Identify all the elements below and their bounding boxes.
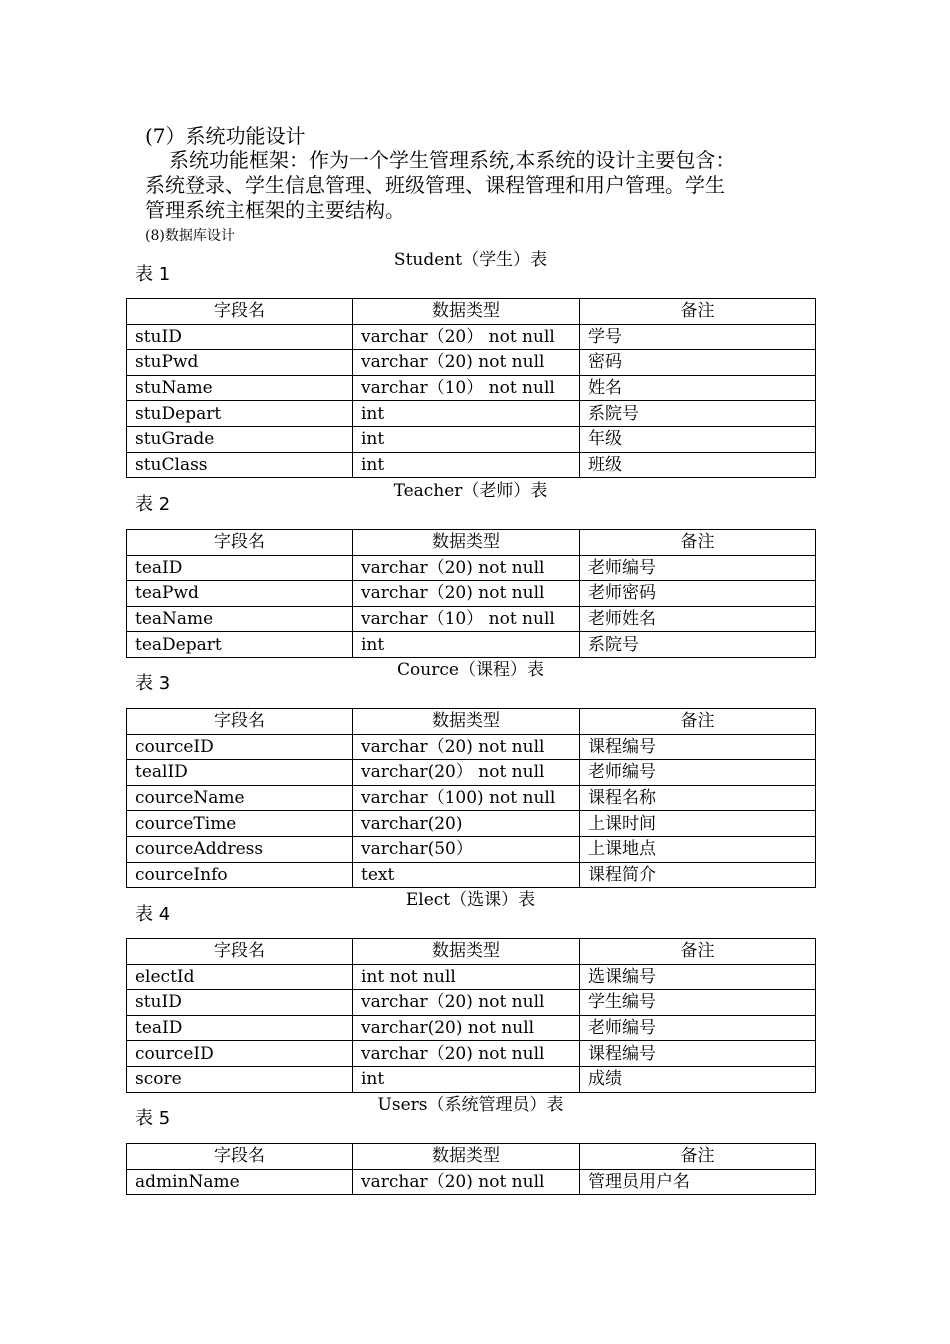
- remark-cell: 老师编号: [580, 760, 816, 786]
- cource-table: [126, 708, 816, 888]
- table-row: [127, 964, 816, 990]
- header-remark: 备注: [580, 709, 816, 735]
- table-2-label: 表 2: [135, 494, 171, 515]
- header-data-type: 数据类型: [353, 299, 580, 325]
- table-row: [127, 555, 816, 581]
- table-header-row: [127, 299, 816, 325]
- field-name-cell: teaID: [127, 555, 353, 581]
- field-name-cell: stuID: [127, 990, 353, 1016]
- header-remark: 备注: [580, 530, 816, 556]
- field-name-cell: courceTime: [127, 811, 353, 837]
- header-data-type: 数据类型: [353, 939, 580, 965]
- data-type-cell: varchar（20) not null: [353, 581, 580, 607]
- data-type-cell: varchar（20) not null: [353, 1041, 580, 1067]
- table-row: [127, 1169, 816, 1195]
- table-row: [127, 760, 816, 786]
- data-type-cell: int: [353, 452, 580, 478]
- field-name-cell: courceName: [127, 785, 353, 811]
- field-name-cell: courceInfo: [127, 862, 353, 888]
- table-row: [127, 1015, 816, 1041]
- remark-cell: 课程简介: [580, 862, 816, 888]
- header-field-name: 字段名: [127, 530, 353, 556]
- student-table: [126, 298, 816, 478]
- table-header-row: [127, 709, 816, 735]
- table-row: [127, 401, 816, 427]
- table-3-label: 表 3: [135, 673, 171, 694]
- data-type-cell: varchar（20) not null: [353, 350, 580, 376]
- table-row: [127, 1041, 816, 1067]
- teacher-table: [126, 529, 816, 658]
- table-4-caption: Elect（选课）表: [405, 890, 536, 910]
- table-5-label: 表 5: [135, 1108, 171, 1129]
- remark-cell: 管理员用户名: [580, 1169, 816, 1195]
- field-name-cell: stuPwd: [127, 350, 353, 376]
- remark-cell: 选课编号: [580, 964, 816, 990]
- table-row: [127, 350, 816, 376]
- header-remark: 备注: [580, 939, 816, 965]
- paragraph-line: 系统登录、学生信息管理、班级管理、课程管理和用户管理。学生: [145, 173, 725, 197]
- field-name-cell: teaID: [127, 1015, 353, 1041]
- header-field-name: 字段名: [127, 939, 353, 965]
- header-data-type: 数据类型: [353, 709, 580, 735]
- data-type-cell: varchar（20) not null: [353, 990, 580, 1016]
- section-8-title: (8)数据库设计: [145, 228, 235, 244]
- remark-cell: 老师密码: [580, 581, 816, 607]
- table-row: [127, 1066, 816, 1092]
- remark-cell: 系院号: [580, 632, 816, 658]
- table-row: [127, 632, 816, 658]
- remark-cell: 年级: [580, 426, 816, 452]
- remark-cell: 课程编号: [580, 1041, 816, 1067]
- table-header-row: [127, 939, 816, 965]
- table-row: [127, 426, 816, 452]
- table-row: [127, 734, 816, 760]
- data-type-cell: varchar（100) not null: [353, 785, 580, 811]
- data-type-cell: varchar(50）: [353, 836, 580, 862]
- data-type-cell: text: [353, 862, 580, 888]
- table-row: [127, 862, 816, 888]
- data-type-cell: varchar（20) not null: [353, 555, 580, 581]
- header-remark: 备注: [580, 299, 816, 325]
- table-row: [127, 581, 816, 607]
- remark-cell: 老师姓名: [580, 606, 816, 632]
- remark-cell: 老师编号: [580, 1015, 816, 1041]
- remark-cell: 学号: [580, 324, 816, 350]
- table-row: [127, 990, 816, 1016]
- data-type-cell: int: [353, 401, 580, 427]
- data-type-cell: int: [353, 426, 580, 452]
- field-name-cell: stuName: [127, 375, 353, 401]
- data-type-cell: int: [353, 1066, 580, 1092]
- remark-cell: 班级: [580, 452, 816, 478]
- field-name-cell: courceAddress: [127, 836, 353, 862]
- header-field-name: 字段名: [127, 1144, 353, 1170]
- remark-cell: 上课时间: [580, 811, 816, 837]
- field-name-cell: teaDepart: [127, 632, 353, 658]
- field-name-cell: teaPwd: [127, 581, 353, 607]
- data-type-cell: varchar(20) not null: [353, 1015, 580, 1041]
- table-row: [127, 606, 816, 632]
- table-2-caption: Teacher（老师）表: [393, 481, 548, 501]
- table-1-label: 表 1: [135, 264, 171, 285]
- remark-cell: 成绩: [580, 1066, 816, 1092]
- field-name-cell: electId: [127, 964, 353, 990]
- field-name-cell: stuClass: [127, 452, 353, 478]
- paragraph-line: 系统功能框架：作为一个学生管理系统,本系统的设计主要包含：: [169, 148, 736, 172]
- data-type-cell: varchar（20) not null: [353, 734, 580, 760]
- data-type-cell: varchar（20) not null: [353, 1169, 580, 1195]
- data-type-cell: varchar（20） not null: [353, 324, 580, 350]
- table-3-caption: Cource（课程）表: [397, 660, 544, 680]
- field-name-cell: score: [127, 1066, 353, 1092]
- elect-table: [126, 938, 816, 1093]
- field-name-cell: courceID: [127, 1041, 353, 1067]
- field-name-cell: tealID: [127, 760, 353, 786]
- table-1-caption: Student（学生）表: [393, 250, 548, 270]
- table-header-row: [127, 1144, 816, 1170]
- section-7-title: (7）系统功能设计: [145, 124, 306, 148]
- header-remark: 备注: [580, 1144, 816, 1170]
- field-name-cell: adminName: [127, 1169, 353, 1195]
- remark-cell: 课程名称: [580, 785, 816, 811]
- table-header-row: [127, 530, 816, 556]
- table-row: [127, 324, 816, 350]
- section-7-paragraph: [145, 148, 813, 223]
- header-field-name: 字段名: [127, 299, 353, 325]
- table-4-label: 表 4: [135, 904, 171, 925]
- remark-cell: 上课地点: [580, 836, 816, 862]
- field-name-cell: stuDepart: [127, 401, 353, 427]
- table-5-caption: Users（系统管理员）表: [377, 1095, 564, 1115]
- data-type-cell: int: [353, 632, 580, 658]
- data-type-cell: varchar（10） not null: [353, 375, 580, 401]
- field-name-cell: stuGrade: [127, 426, 353, 452]
- remark-cell: 密码: [580, 350, 816, 376]
- paragraph-line: 管理系统主框架的主要结构。: [145, 198, 405, 222]
- remark-cell: 老师编号: [580, 555, 816, 581]
- table-row: [127, 811, 816, 837]
- header-data-type: 数据类型: [353, 1144, 580, 1170]
- data-type-cell: varchar（10） not null: [353, 606, 580, 632]
- header-field-name: 字段名: [127, 709, 353, 735]
- field-name-cell: courceID: [127, 734, 353, 760]
- table-row: [127, 836, 816, 862]
- users-table: [126, 1143, 816, 1195]
- data-type-cell: int not null: [353, 964, 580, 990]
- table-row: [127, 375, 816, 401]
- table-row: [127, 452, 816, 478]
- data-type-cell: varchar(20): [353, 811, 580, 837]
- field-name-cell: stuID: [127, 324, 353, 350]
- header-data-type: 数据类型: [353, 530, 580, 556]
- remark-cell: 学生编号: [580, 990, 816, 1016]
- remark-cell: 姓名: [580, 375, 816, 401]
- table-row: [127, 785, 816, 811]
- remark-cell: 系院号: [580, 401, 816, 427]
- field-name-cell: teaName: [127, 606, 353, 632]
- remark-cell: 课程编号: [580, 734, 816, 760]
- data-type-cell: varchar(20） not null: [353, 760, 580, 786]
